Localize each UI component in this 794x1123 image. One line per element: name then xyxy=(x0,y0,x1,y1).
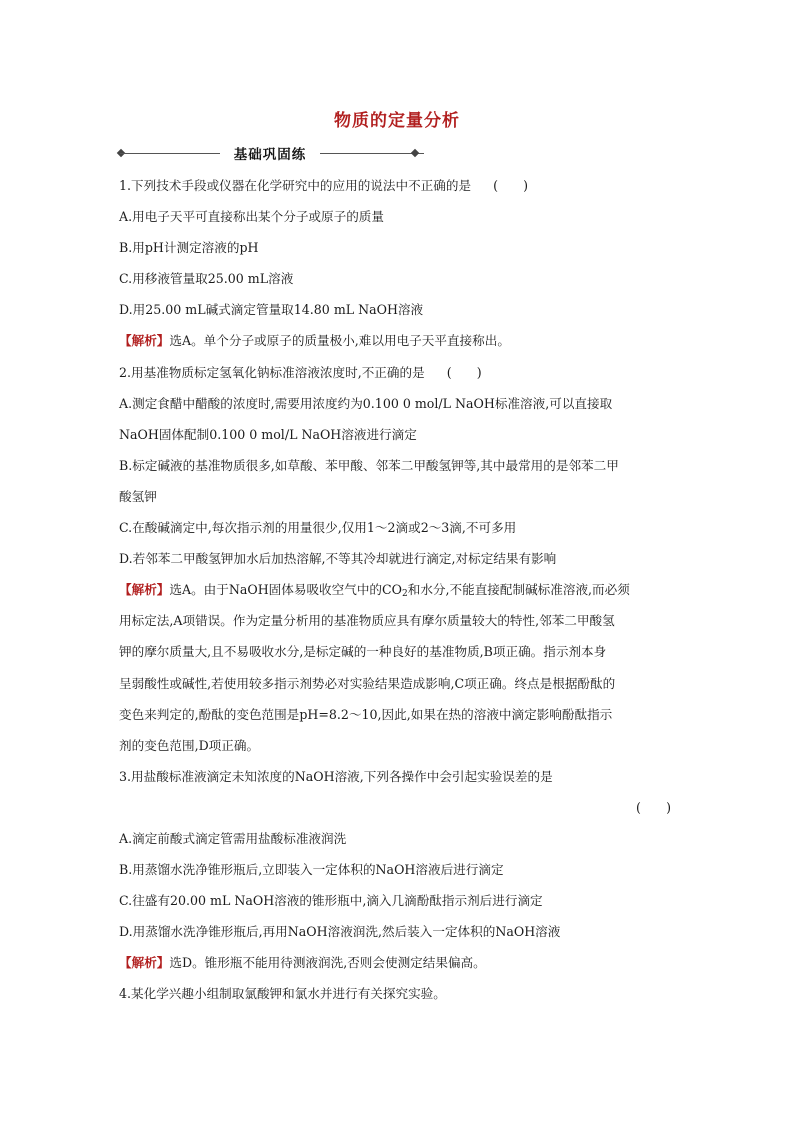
question-2-stem xyxy=(119,357,679,388)
option-a-line-2: NaOH固体配制0.100 0 mol/L NaOH溶液进行滴定 xyxy=(119,426,417,442)
question-body xyxy=(119,170,679,1010)
divider xyxy=(120,153,220,154)
option-c: C.往盛有20.00 mL NaOH溶液的锥形瓶中,滴入几滴酚酞指示剂后进行滴定 xyxy=(119,893,543,909)
answer-paren: ( ) xyxy=(493,178,529,193)
analysis-line: 剂的变色范围,D项正确。 xyxy=(119,737,260,753)
question-1-stem xyxy=(119,170,679,201)
option-b-line-2: 酸氢钾 xyxy=(119,488,157,504)
option-a: A.滴定前酸式滴定管需用盐酸标准液润洗 xyxy=(119,830,347,846)
option-b: B.用蒸馏水洗净锥形瓶后,立即装入一定体积的NaOH溶液后进行滴定 xyxy=(119,862,504,878)
option-d: D.若邻苯二甲酸氢钾加水后加热溶解,不等其冷却就进行滴定,对标定结果有影响 xyxy=(119,551,557,567)
divider xyxy=(320,153,424,154)
question-4-stem: 4.某化学兴趣小组制取氯酸钾和氯水并进行有关探究实验。 xyxy=(119,986,446,1002)
analysis-line: 钾的摩尔质量大,且不易吸收水分,是标定碱的一种良好的基准物质,B项正确。指示剂本身 xyxy=(119,644,607,660)
option-a: A.用电子天平可直接称出某个分子或原子的质量 xyxy=(119,209,384,225)
analysis-line: 变色来判定的,酚酞的变色范围是pH=8.2～10,因此,如果在热的溶液中滴定影响酚酞指示 xyxy=(119,706,613,722)
analysis-line: 呈弱酸性或碱性,若使用较多指示剂势必对实验结果造成影响,C项正确。终点是根据酚酞的 xyxy=(119,675,616,691)
answer-paren: ( ) xyxy=(635,799,671,815)
analysis xyxy=(119,325,679,356)
answer-paren: ( ) xyxy=(446,364,482,380)
option-b-line-1: B.标定碱液的基准物质很多,如草酸、苯甲酸、邻苯二甲酸氢钾等,其中最常用的是邻苯二甲 xyxy=(119,457,619,473)
subscript: 2 xyxy=(401,589,408,600)
question-text: 2.用基准物质标定氢氧化钠标准溶液浓度时,不正确的是 xyxy=(119,364,425,380)
question-3-stem: 3.用盐酸标准液滴定未知浓度的NaOH溶液,下列各操作中会引起实验误差的是 xyxy=(119,768,553,784)
section-header xyxy=(120,143,416,163)
option-d: D.用蒸馏水洗净锥形瓶后,再用NaOH溶液润洗,然后装入一定体积的NaOH溶液 xyxy=(119,924,561,940)
option-b: B.用pH计测定溶液的pH xyxy=(119,240,259,256)
analysis-text: 选A。由于NaOH固体易吸收空气中的CO xyxy=(169,582,402,598)
option-d: D.用25.00 mL碱式滴定管量取14.80 mL NaOH溶液 xyxy=(119,302,424,318)
page-title: 物质的定量分析 xyxy=(334,111,460,131)
analysis-tag: 【解析】 xyxy=(119,955,170,971)
option-c: C.用移液管量取25.00 mL溶液 xyxy=(119,271,294,287)
section-label: 基础巩固练 xyxy=(233,147,307,163)
analysis-text: 选D。锥形瓶不能用待测液润洗,否则会使测定结果偏高。 xyxy=(169,955,486,971)
analysis-text: 和水分,不能直接配制碱标准溶液,而必须 xyxy=(407,582,630,598)
question-text: 1.下列技术手段或仪器在化学研究中的应用的说法中不正确的是 xyxy=(119,178,472,193)
analysis xyxy=(119,574,679,605)
analysis-text: 选A。单个分子或原子的质量极小,难以用电子天平直接称出。 xyxy=(169,333,510,349)
option-a-line-1: A.测定食醋中醋酸的浓度时,需要用浓度约为0.100 0 mol/L NaOH标准溶液,可以直接取 xyxy=(119,395,613,411)
diamond-icon xyxy=(411,149,419,157)
analysis-line: 用标定法,A项错误。作为定量分析用的基准物质应具有摩尔质量较大的特性,邻苯二甲酸氢 xyxy=(119,613,615,629)
option-c: C.在酸碱滴定中,每次指示剂的用量很少,仅用1～2滴或2～3滴,不可多用 xyxy=(119,520,517,536)
analysis-tag: 【解析】 xyxy=(119,333,170,349)
analysis xyxy=(119,947,679,978)
analysis-tag: 【解析】 xyxy=(119,582,170,598)
